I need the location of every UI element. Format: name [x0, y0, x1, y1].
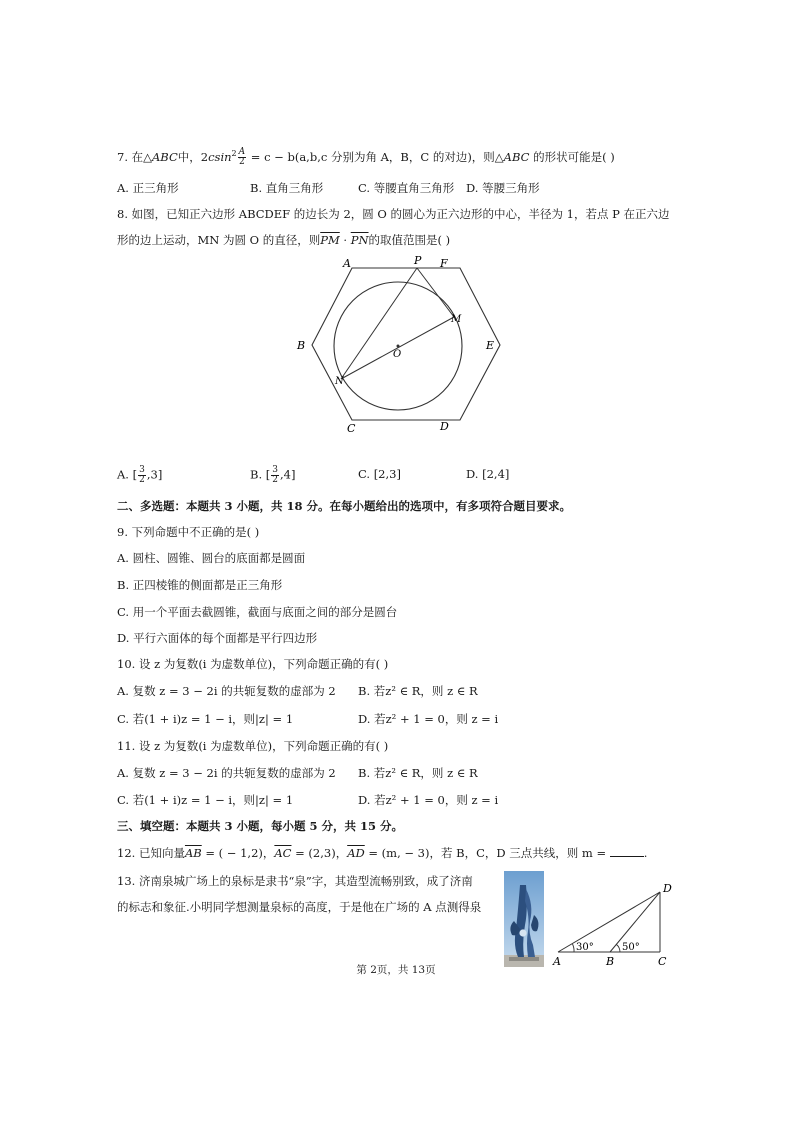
label-N: N	[335, 376, 344, 387]
q7-option-d: D. 等腰三角形	[466, 181, 540, 195]
segment-mn	[341, 317, 454, 379]
q8-stem-line1: 8. 如图，已知正六边形 ABCDEF 的边长为 2，圆 O 的圆心为正六边形的中心，半径为 1，若点 P 在正六边	[117, 207, 670, 221]
label-C: C	[347, 422, 356, 435]
q9-option-d: D. 平行六面体的每个面都是平行四边形	[117, 631, 318, 645]
q10-stem: 10. 设 z 为复数(i 为虚数单位)，下列命题正确的有( )	[117, 657, 389, 671]
label-D: D	[440, 420, 449, 433]
q10-option-d: D. 若z² + 1 = 0，则 z = i	[358, 712, 499, 726]
section-3-heading: 三、填空题：本题共 3 小题，每小题 5 分，共 15 分。	[117, 819, 404, 833]
label-C: C	[658, 955, 667, 968]
q8-option-c: C. [2,3]	[358, 467, 401, 481]
section-2-heading: 二、多选题：本题共 3 小题，共 18 分。在每小题给出的选项中，有多项符合题目要求。	[117, 499, 572, 513]
q10-option-b: B. 若z² ∈ R，则 z ∈ R	[358, 684, 478, 698]
sight-line-a	[558, 892, 660, 952]
label-D: D	[663, 882, 672, 895]
q11-option-d: D. 若z² + 1 = 0，则 z = i	[358, 793, 499, 807]
hexagon-circle-figure	[290, 250, 510, 440]
q9-option-c: C. 用一个平面去截圆锥，截面与底面之间的部分是圆台	[117, 605, 398, 619]
q8-option-b: B. [ $\frac{3}{2}$ ,4]	[250, 465, 296, 485]
q9-option-a: A. 圆柱、圆锥、圆台的底面都是圆面	[117, 551, 306, 565]
hexagon-shape	[312, 268, 500, 420]
spring-sculpture-photo	[504, 871, 544, 967]
label-P: P	[414, 254, 422, 267]
label-A: A	[553, 955, 561, 968]
angle-measurement-figure	[548, 880, 678, 970]
label-O: O	[393, 349, 402, 360]
q7-fraction: $\frac{A}{2}$	[238, 147, 246, 168]
q12-stem: 12. 已知向量$\overline{AB}$ = ( − 1,2)，$\overline{AC} = (2,3)$，$\overline{AD} = (m$, − 3)，若 B，C，D 三点共线，则 m = .	[117, 846, 648, 860]
q8-option-d: D. [2,4]	[466, 467, 510, 481]
q7-option-c: C. 等腰直角三角形	[358, 181, 455, 195]
label-B: B	[297, 339, 306, 352]
q13-stem-line2: 的标志和象征.小明同学想测量泉标的高度，于是他在广场的 A 点测得泉	[117, 900, 482, 914]
page-footer: 第 2页，共 13页	[356, 964, 436, 976]
q8-option-a: A. [ $\frac{3}{2}$ ,3]	[117, 465, 163, 485]
angle-arc-30	[573, 944, 575, 952]
segment-pm	[417, 268, 454, 317]
answer-blank[interactable]	[610, 845, 644, 857]
q11-option-a: A. 复数 z = 3 − 2i 的共轭复数的虚部为 2	[117, 766, 336, 780]
label-F: F	[440, 257, 448, 270]
q11-option-b: B. 若z² ∈ R，则 z ∈ R	[358, 766, 478, 780]
label-angle-50: 50°	[622, 942, 640, 953]
label-angle-30: 30°	[576, 942, 594, 953]
q11-option-c: C. 若(1 + i)z = 1 − i，则|z| = 1	[117, 793, 294, 807]
q8-stem-line2: 形的边上运动，MN 为圆 O 的直径，则$\overline{PM} \cdot \overline{PN}$的取值范围是( )	[117, 233, 451, 247]
label-B: B	[606, 955, 615, 968]
q7-option-a: A. 正三角形	[117, 181, 179, 195]
q13-stem-line1: 13. 济南泉城广场上的泉标是隶书“泉”字，其造型流畅别致，成了济南	[117, 874, 473, 888]
q9-stem: 9. 下列命题中不正确的是( )	[117, 525, 260, 539]
q7-stem: 7. 在△ABC中，2csin$^2$ $\frac{A}{2}$ = c − b(a,b,c 分别为角 A，B，C 的对边)，则△ABC 的形状可能是( )	[117, 147, 615, 168]
q7-option-b: B. 直角三角形	[250, 181, 324, 195]
angle-arc-50	[617, 945, 621, 953]
label-E: E	[486, 339, 495, 352]
center-point	[397, 345, 400, 348]
q11-stem: 11. 设 z 为复数(i 为虚数单位)，下列命题正确的有( )	[117, 739, 389, 753]
label-M: M	[451, 314, 462, 325]
q9-option-b: B. 正四棱锥的侧面都是正三角形	[117, 578, 283, 592]
label-A: A	[343, 257, 351, 270]
q10-option-c: C. 若(1 + i)z = 1 − i，则|z| = 1	[117, 712, 294, 726]
q10-option-a: A. 复数 z = 3 − 2i 的共轭复数的虚部为 2	[117, 684, 336, 698]
